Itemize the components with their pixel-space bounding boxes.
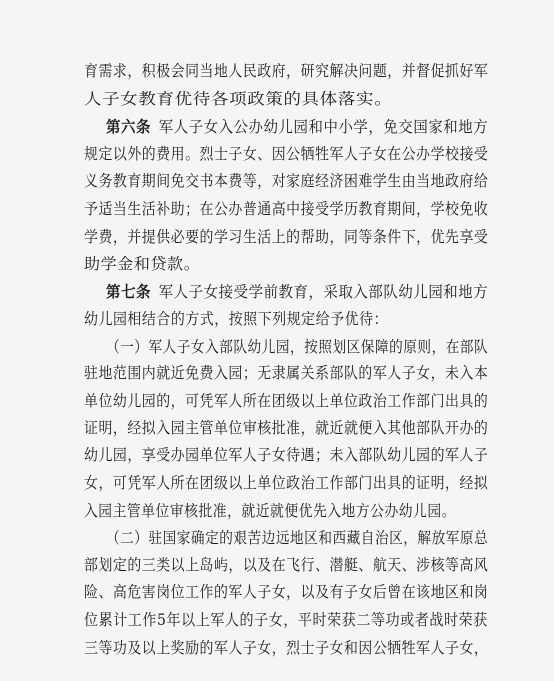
line-text: 入园主管单位审核批准，就近就便优先入地方公办幼儿园。 bbox=[84, 502, 457, 520]
text-line bbox=[84, 554, 488, 576]
text-line bbox=[84, 500, 456, 522]
text-line bbox=[84, 637, 488, 659]
line-text: （一）军人子女入部队幼儿园，按照划区保障的原则，在部队 bbox=[106, 338, 489, 356]
line-text: 人子女教育优待各项政策的具体落实。 bbox=[84, 90, 393, 108]
line-text: （二）驻国家确定的艰苦边远地区和西藏自治区，解放军原总 bbox=[106, 529, 489, 547]
text-line bbox=[84, 143, 488, 165]
text-line bbox=[84, 609, 488, 631]
text-line bbox=[84, 362, 488, 384]
line-text: 女，可凭军人所在团级以上单位政治工作部门出具的证明，经拟 bbox=[84, 474, 489, 492]
text-line bbox=[106, 336, 488, 358]
line-text: 予适当生活补助；在公办普通高中接受学历教育期间，学校免收 bbox=[84, 200, 489, 218]
text-line bbox=[84, 390, 488, 412]
text-line bbox=[84, 417, 488, 439]
line-text: 学费，并提供必要的学习生活上的帮助，同等条件下，优先享受 bbox=[84, 228, 489, 246]
line-text: 位累计工作5年以上军人的子女，平时荣获二等功或者战时荣获 bbox=[84, 611, 488, 629]
line-text: 险、高危害岗位工作的军人子女，以及有子女后曾在该地区和岗 bbox=[84, 583, 489, 601]
text-line bbox=[84, 253, 200, 275]
text-line bbox=[84, 88, 392, 110]
line-text: 育需求，积极会同当地人民政府，研究解决问题，并督促抓好军 bbox=[84, 62, 489, 80]
article-number: 第六条 bbox=[106, 117, 151, 136]
text-line bbox=[84, 226, 488, 248]
line-text: 助学金和贷款。 bbox=[84, 255, 201, 273]
article-number: 第七条 bbox=[106, 282, 151, 301]
text-line bbox=[106, 281, 488, 303]
line-text: 幼儿园相结合的方式，按照下列规定给予优待： bbox=[84, 310, 389, 328]
line-text: 三等功及以上奖励的军人子女，烈士子女和因公牺牲军人子女， bbox=[84, 639, 489, 657]
text-line bbox=[106, 116, 488, 138]
line-text: 部划定的三类以上岛屿，以及在飞行、潜艇、航天、涉核等高风 bbox=[84, 556, 489, 574]
line-text: 幼儿园，享受办园单位军人子女待遇；未入部队幼儿园的军人子 bbox=[84, 446, 489, 464]
text-line bbox=[84, 472, 488, 494]
line-text: 驻地范围内就近免费入园；无隶属关系部队的军人子女，未入本 bbox=[84, 364, 489, 382]
text-line bbox=[84, 581, 488, 603]
line-text: 军人子女入公办幼儿园和中小学，免交国家和地方 bbox=[158, 118, 489, 136]
line-text: 证明，经拟入园主管单位审核批准，就近就便入其他部队开办的 bbox=[84, 419, 489, 437]
line-text: 单位幼儿园的，可凭军人所在团级以上单位政治工作部门出具的 bbox=[84, 392, 489, 410]
text-line bbox=[84, 198, 488, 220]
line-text: 义务教育期间免交书本费等，对家庭经济困难学生由当地政府给 bbox=[84, 172, 489, 190]
text-line bbox=[84, 444, 488, 466]
line-text: 军人子女接受学前教育，采取入部队幼儿园和地方 bbox=[158, 283, 489, 301]
line-text: 规定以外的费用。烈士子女、因公牺牲军人子女在公办学校接受 bbox=[84, 145, 489, 163]
text-line bbox=[84, 60, 488, 82]
text-line bbox=[84, 308, 388, 330]
text-line bbox=[84, 170, 488, 192]
text-line bbox=[106, 527, 488, 549]
